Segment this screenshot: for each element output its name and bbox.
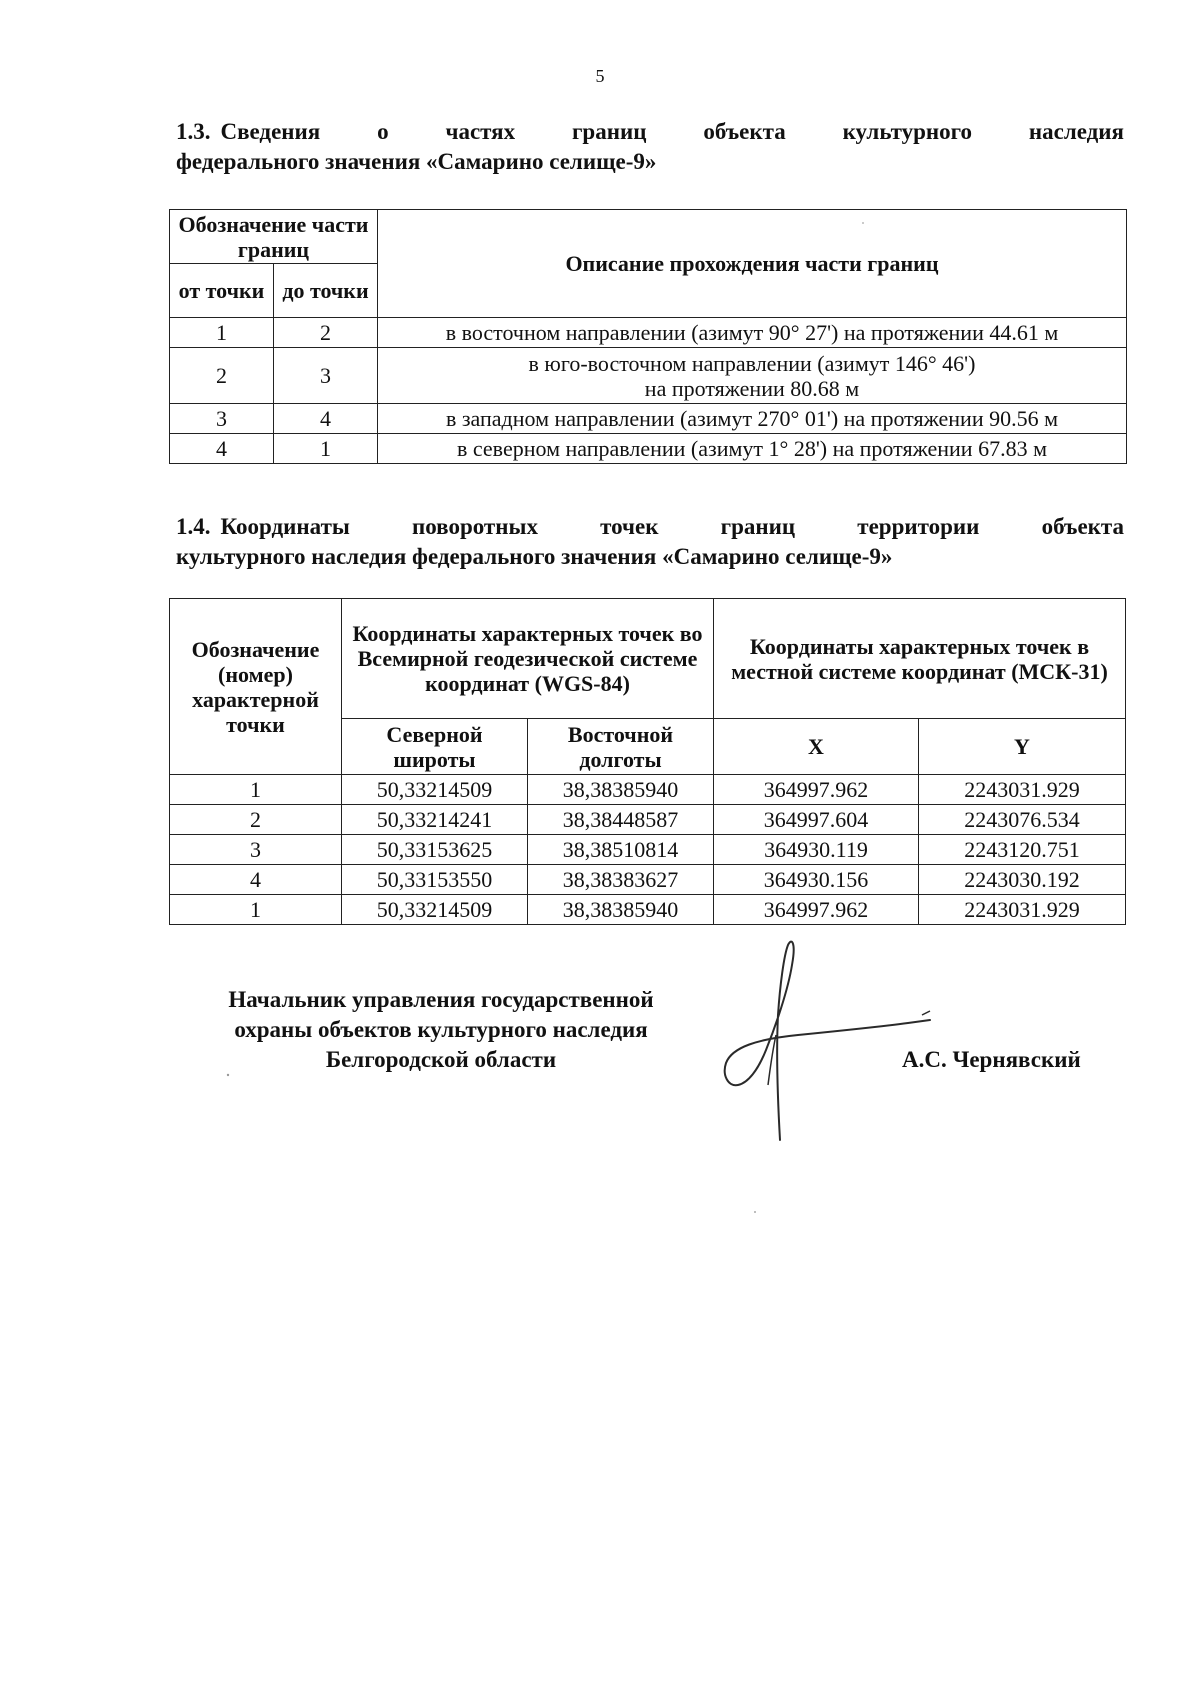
section-1-3-title-line2: федерального значения «Самарино селище-9»: [176, 149, 657, 174]
to-point-header: до точки: [274, 264, 378, 318]
wgs-header: Координаты характерных точек во Всемирной геодезической системе координат (WGS-84): [342, 599, 714, 719]
from-point-header: от точки: [170, 264, 274, 318]
boundary-parts-table: [169, 209, 1127, 464]
latitude-header: Северной широты: [342, 719, 528, 775]
description-header: Описание прохождения части границ: [378, 210, 1127, 318]
section-1-4-title-line1: 1.4. Координаты поворотных точек границ территории объекта: [176, 514, 1124, 539]
table-row: 1 50,33214509 38,38385940 364997.962 2243031.929: [170, 895, 1126, 925]
scan-speck-icon: [752, 1209, 758, 1215]
section-1-4-heading: [176, 512, 1124, 572]
page-number: 5: [595, 66, 605, 86]
y-header: Y: [919, 719, 1126, 775]
table-row: 3 4 в западном направлении (азимут 270° 01') на протяжении 90.56 м: [170, 404, 1127, 434]
signatory-title: Начальник управления государственной охраны объектов культурного наследия Белгородской области: [228, 987, 654, 1072]
coordinates-table: [169, 598, 1126, 925]
table-row: 1 2 в восточном направлении (азимут 90° 27') на протяжении 44.61 м: [170, 318, 1127, 348]
scan-speck-icon: [860, 220, 866, 226]
point-header: Обозначение (номер) характерной точки: [170, 599, 342, 775]
section-1-3-title-line1: 1.3. Сведения о частях границ объекта культурного наследия: [176, 119, 1124, 144]
table-row: 4 50,33153550 38,38383627 364930.156 2243030.192: [170, 865, 1126, 895]
scan-speck-icon: [225, 1072, 231, 1078]
x-header: X: [714, 719, 919, 775]
table-row: 1 50,33214509 38,38385940 364997.962 2243031.929: [170, 775, 1126, 805]
section-1-4-title-line2: культурного наследия федерального значения «Самарино селище-9»: [176, 544, 893, 569]
designation-header: Обозначение части границ: [170, 210, 378, 264]
table-row: 4 1 в северном направлении (азимут 1° 28') на протяжении 67.83 м: [170, 434, 1127, 464]
table-row: 2 50,33214241 38,38448587 364997.604 2243076.534: [170, 805, 1126, 835]
section-1-3-heading: [176, 117, 1124, 177]
msk-header: Координаты характерных точек в местной системе координат (МСК-31): [714, 599, 1126, 719]
handwritten-signature: [708, 935, 938, 1145]
longitude-header: Восточной долготы: [528, 719, 714, 775]
table-row: 2 3 в юго-восточном направлении (азимут 146° 46') на протяжении 80.68 м: [170, 348, 1127, 404]
signatory-name: А.С. Чернявский: [902, 1047, 1081, 1072]
table-row: 3 50,33153625 38,38510814 364930.119 2243120.751: [170, 835, 1126, 865]
